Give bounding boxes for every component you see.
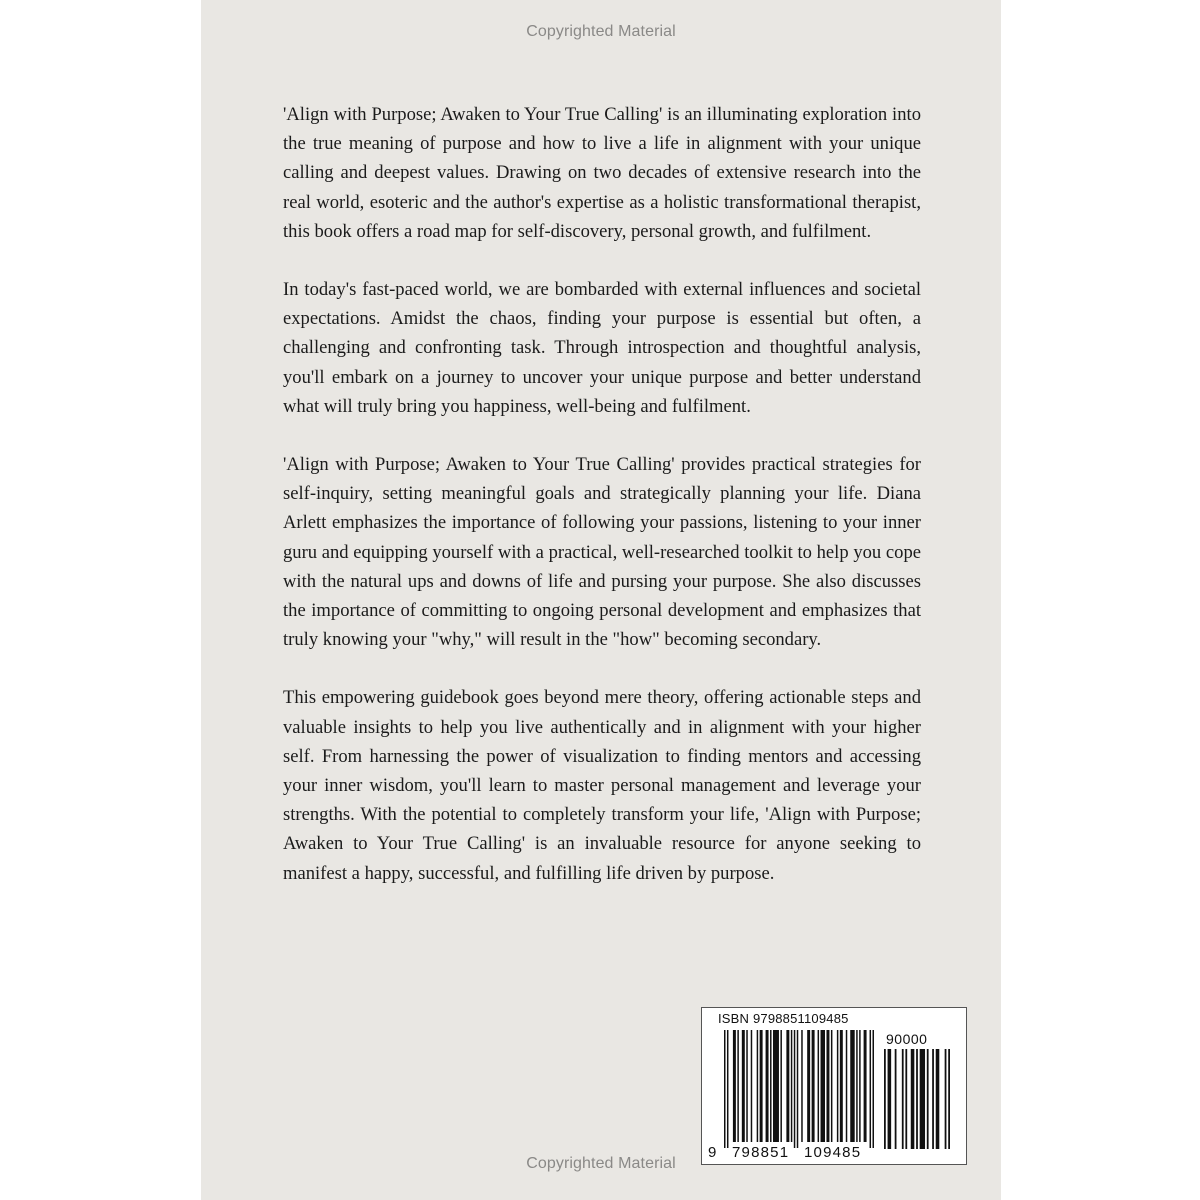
blurb-paragraph-3: 'Align with Purpose; Awaken to Your True Calling' provides practical strategies for self-inquiry, setting meaningful goals and strategically planning your life. Diana Arlett emphasizes the importance of following your passions, listening to your inner guru and equipping yourself with a practical, well-researched toolkit to help you cope with the natural ups and downs of life and pursing your purpose. She also discusses the importance of committing to ongoing personal development and emphasizes that truly knowing your "why," will result in the "how" becoming secondary.: [283, 454, 921, 651]
blurb-paragraph-2: In today's fast-paced world, we are bombarded with external influences and societal expectations. Amidst the chaos, finding your purpose is essential but often, a challenging and confronting task. Through introspection and thoughtful analysis, you'll embark on a journey to uncover your unique purpose and better understand what will truly bring you happiness, well-being and fulfilment.: [283, 279, 921, 417]
back-cover: [201, 0, 1001, 1200]
barcode-addon-bars: [884, 1049, 950, 1149]
price-code: 90000: [886, 1031, 928, 1047]
blurb-paragraph-4: This empowering guidebook goes beyond mere theory, offering actionable steps and valuable insights to help you live authentically and in alignment with your higher self. From harnessing the power of visualization to finding mentors and accessing your inner wisdom, you'll learn to master personal management and leverage your strengths. With the potential to completely transform your life, 'Align with Purpose; Awaken to Your True Calling' is an invaluable resource for anyone seeking to manifest a happy, successful, and fulfilling life driven by purpose.: [283, 687, 921, 884]
blurb-text: [283, 100, 921, 917]
barcode-digits-right: 109485: [804, 1144, 862, 1161]
barcode-bars: [724, 1030, 874, 1148]
watermark-bottom: Copyrighted Material: [526, 1155, 676, 1172]
blurb-paragraph-1: 'Align with Purpose; Awaken to Your True Calling' is an illuminating exploration into the true meaning of purpose and how to live a life in alignment with your unique calling and deepest values. Drawing on two decades of extensive research into the real world, esoteric and the author's expertise as a holistic transformational therapist, this book offers a road map for self-discovery, personal growth, and fulfilment.: [283, 104, 921, 242]
isbn-barcode: [701, 1007, 967, 1165]
barcode-digit-first: 9: [708, 1144, 718, 1161]
watermark-top: Copyrighted Material: [526, 23, 676, 40]
barcode-digits-left: 798851: [732, 1144, 790, 1161]
isbn-label: ISBN 9798851109485: [718, 1011, 849, 1026]
